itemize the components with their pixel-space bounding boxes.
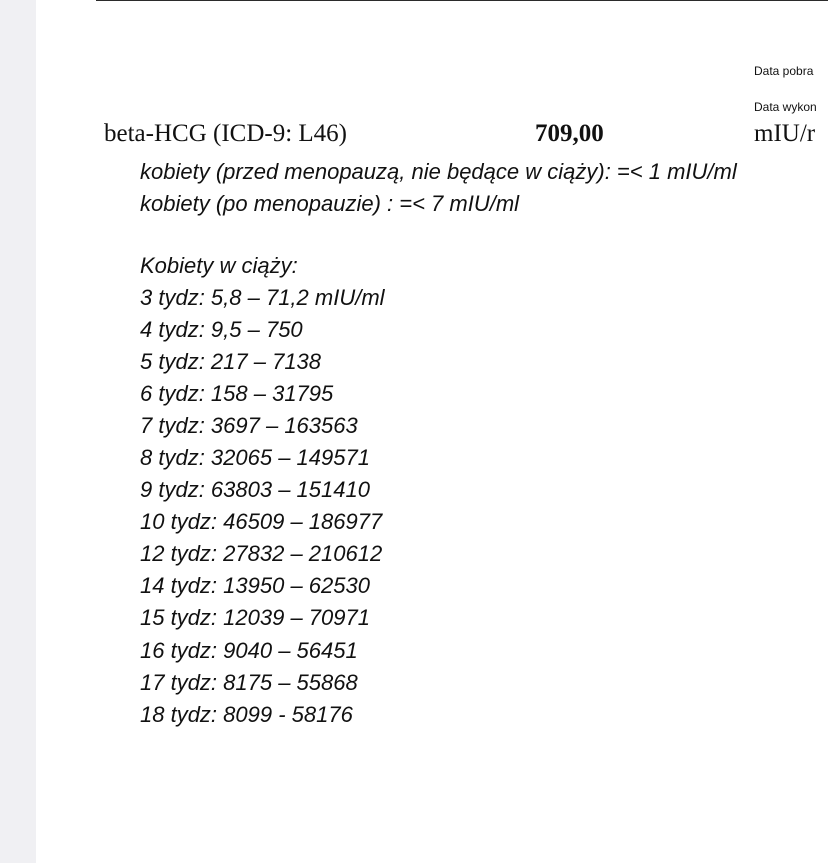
pregnancy-range-row: 15 tydz: 12039 – 70971 [140, 605, 370, 631]
pregnancy-range-row: 6 tydz: 158 – 31795 [140, 381, 334, 407]
pregnancy-range-row: 8 tydz: 32065 – 149571 [140, 445, 370, 471]
pregnancy-range-row: 18 tydz: 8099 - 58176 [140, 701, 353, 727]
collection-date-label: Data pobra [754, 64, 814, 78]
pregnancy-range-row: 10 tydz: 46509 – 186977 [140, 509, 383, 535]
pregnancy-header: Kobiety w ciąży: [140, 253, 298, 278]
test-name: beta-HCG (ICD-9: L46) [104, 120, 347, 147]
test-result-value: 709,00 [535, 120, 604, 147]
reference-postmenopausal: kobiety (po menopauzie) : =< 7 mIU/ml [140, 191, 520, 216]
pregnancy-range-row: 16 tydz: 9040 – 56451 [140, 637, 358, 663]
test-unit: mIU/r [754, 120, 816, 147]
pregnancy-range-row: 14 tydz: 13950 – 62530 [140, 573, 370, 599]
document-page [36, 0, 828, 863]
pregnancy-range-list [140, 282, 737, 731]
pregnancy-range-row: 5 tydz: 217 – 7138 [140, 349, 322, 375]
pregnancy-range-row: 17 tydz: 8175 – 55868 [140, 669, 358, 695]
reference-ranges [140, 156, 737, 731]
pregnancy-range-row: 3 tydz: 5,8 – 71,2 mIU/ml [140, 285, 385, 310]
pregnancy-range-row: 12 tydz: 27832 – 210612 [140, 541, 383, 567]
pregnancy-range-row: 9 tydz: 63803 – 151410 [140, 477, 370, 503]
pregnancy-range-row: 7 tydz: 3697 – 163563 [140, 413, 358, 439]
pregnancy-range-row: 4 tydz: 9,5 – 750 [140, 317, 303, 343]
reference-premenopausal: kobiety (przed menopauzą, nie będące w ciąży): =< 1 mIU/ml [140, 159, 737, 184]
execution-date-label: Data wykon [754, 100, 817, 114]
header-rule [96, 0, 828, 1]
